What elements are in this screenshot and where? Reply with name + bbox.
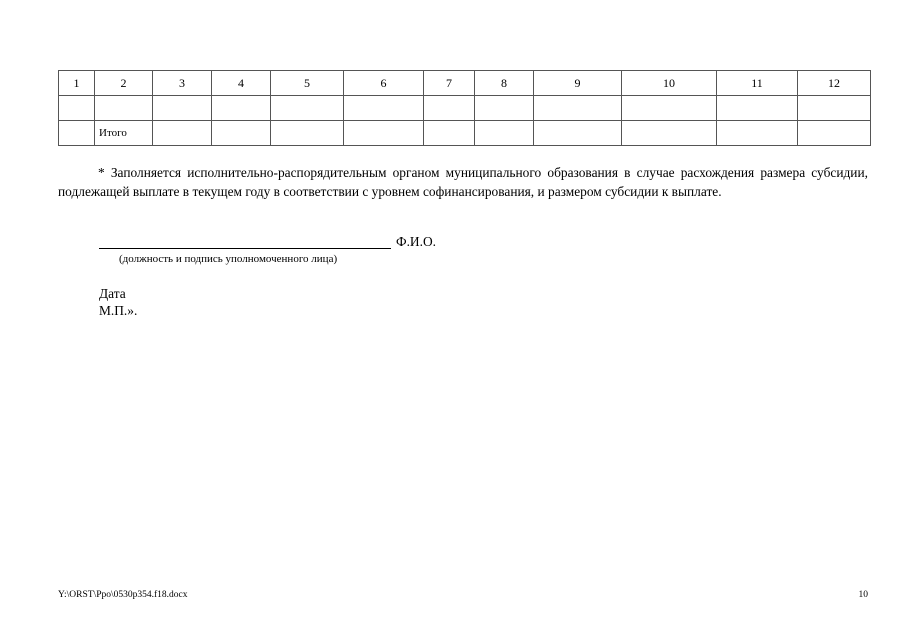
- subsidy-table: [58, 70, 871, 146]
- table-cell: [475, 96, 534, 121]
- table-header-row: [59, 71, 871, 96]
- date-label: Дата: [99, 286, 126, 301]
- column-number: 7: [424, 71, 475, 96]
- table-cell: [59, 96, 95, 121]
- column-number: 6: [344, 71, 424, 96]
- table-cell: [212, 96, 271, 121]
- table-cell: [424, 96, 475, 121]
- signature-caption: (должность и подпись уполномоченного лица): [119, 253, 338, 265]
- table-cell: [271, 121, 344, 146]
- table-total-row: [59, 121, 871, 146]
- column-number: 11: [717, 71, 798, 96]
- column-number: 9: [534, 71, 622, 96]
- table-cell: [717, 121, 798, 146]
- footer-file-path: Y:\ORST\Ppo\0530p354.f18.docx: [58, 590, 188, 600]
- footnote-paragraph: [58, 163, 868, 201]
- table-cell: [622, 121, 717, 146]
- column-number: 8: [475, 71, 534, 96]
- column-number: 12: [798, 71, 871, 96]
- table-cell: [424, 121, 475, 146]
- table-cell: [59, 121, 95, 146]
- table-cell: [153, 121, 212, 146]
- table-cell: [153, 96, 212, 121]
- table-cell: [212, 121, 271, 146]
- column-number: 2: [95, 71, 153, 96]
- fio-label: Ф.И.О.: [396, 234, 436, 249]
- table-cell: [534, 96, 622, 121]
- table-cell: [475, 121, 534, 146]
- table-cell: [95, 96, 153, 121]
- table-cell: [798, 121, 871, 146]
- column-number: 1: [59, 71, 95, 96]
- table-cell: [622, 96, 717, 121]
- column-number: 3: [153, 71, 212, 96]
- signature-line: [99, 234, 391, 249]
- table-cell: [798, 96, 871, 121]
- column-number: 10: [622, 71, 717, 96]
- table-cell: [271, 96, 344, 121]
- stamp-label: М.П.».: [99, 303, 138, 318]
- table-cell: [344, 121, 424, 146]
- table-cell: [534, 121, 622, 146]
- table-cell: [717, 96, 798, 121]
- table-cell: [344, 96, 424, 121]
- footnote-text: * Заполняется исполнительно-распорядительным органом муниципального образования в случае расхождения размера субсидии, подлежащей выплате в текущем году в соответствии с уровнем софинансирования, и размером субсидии к выплате.: [58, 165, 868, 199]
- column-number: 5: [271, 71, 344, 96]
- column-number: 4: [212, 71, 271, 96]
- page-number: 10: [858, 590, 868, 600]
- table-row: [59, 96, 871, 121]
- total-label: Итого: [95, 121, 153, 146]
